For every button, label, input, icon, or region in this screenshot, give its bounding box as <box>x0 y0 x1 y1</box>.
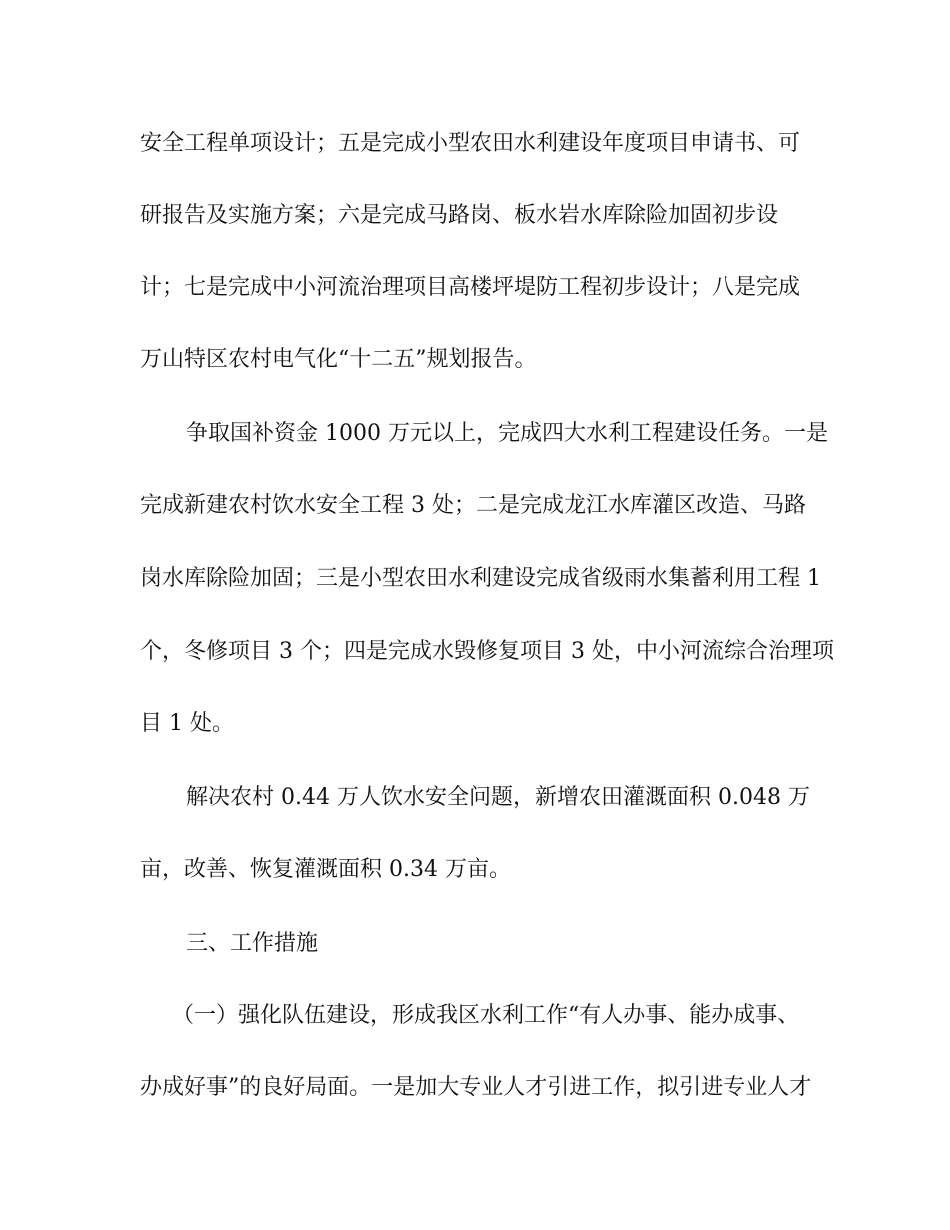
text-line-1: 安全工程单项设计；五是完成小型农田水利建设年度项目申请书、可 <box>140 131 801 156</box>
text-line-8: 个，冬修项目 3 个；四是完成水毁修复项目 3 处，中小河流综合治理项 <box>140 639 834 664</box>
text-line-11: 亩，改善、恢复灌溉面积 0.34 万亩。 <box>140 857 511 882</box>
text-line-10: 解决农村 0.44 万人饮水安全问题，新增农田灌溉面积 0.048 万 <box>186 785 810 810</box>
text-line-14: 办成好事”的良好局面。一是加大专业人才引进工作，拟引进专业人才 <box>140 1075 812 1100</box>
text-line-6: 完成新建农村饮水安全工程 3 处；二是完成龙江水库灌区改造、马路 <box>140 493 806 518</box>
text-line-4: 万山特区农村电气化“十二五”规划报告。 <box>140 347 537 372</box>
text-line-2: 研报告及实施方案；六是完成马路岗、板水岩水库除险加固初步设 <box>140 203 779 228</box>
text-line-7: 岗水库除险加固；三是小型农田水利建设完成省级雨水集蓄利用工程 1 <box>140 566 821 591</box>
text-line-13: （一）强化队伍建设，形成我区水利工作“有人办事、能办成事、 <box>172 1003 800 1028</box>
text-line-5: 争取国补资金 1000 万元以上，完成四大水利工程建设任务。一是 <box>186 421 828 446</box>
section-heading: 三、工作措施 <box>186 931 319 956</box>
text-line-3: 计；七是完成中小河流治理项目高楼坪堤防工程初步设计；八是完成 <box>140 275 801 300</box>
text-line-9: 目 1 处。 <box>140 711 234 736</box>
